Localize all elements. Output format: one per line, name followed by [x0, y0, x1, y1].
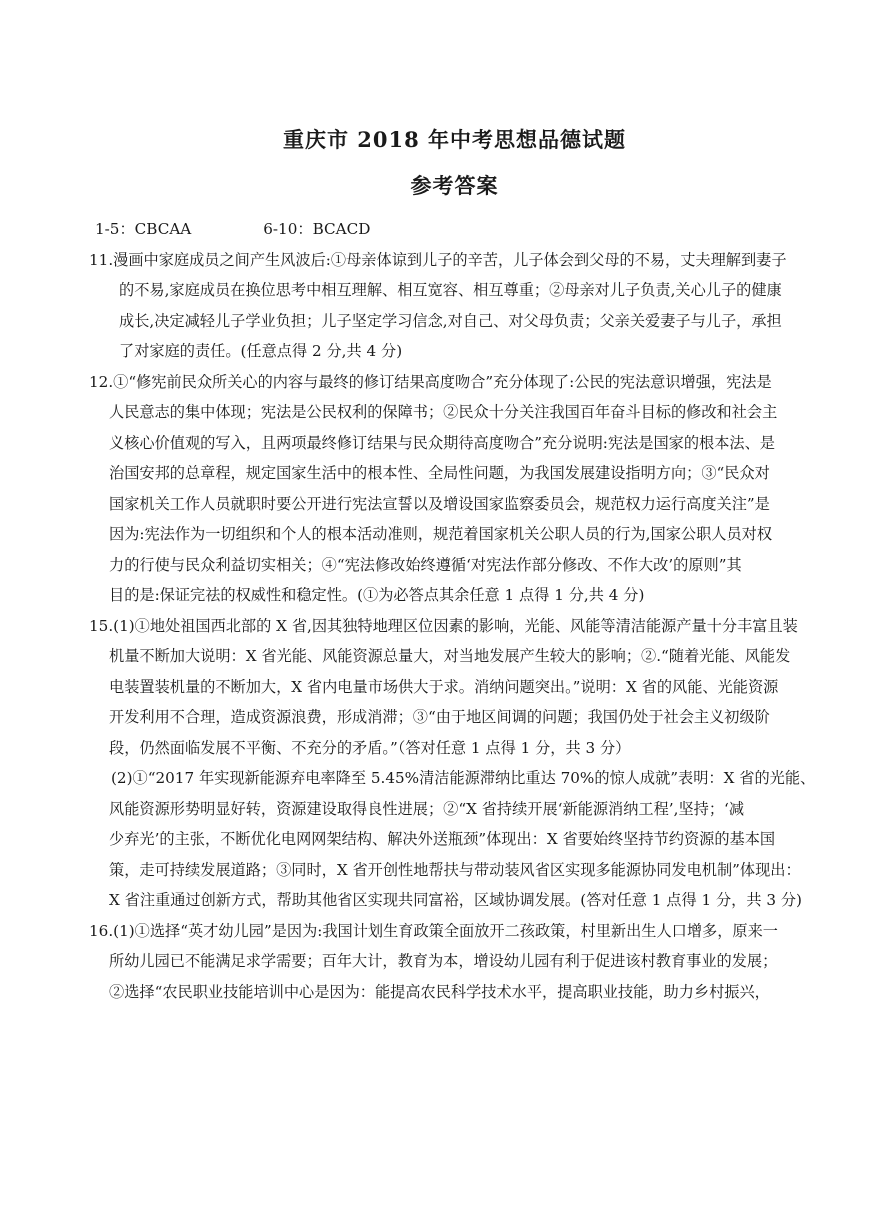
q16-line: 所幼儿园已不能满足求学需要；百年大计，教育为本，增设幼儿园有利于促进该村教育事业的发展； — [109, 952, 778, 970]
q15-line: X 省注重通过创新方式，帮助其他省区实现共同富裕，区域协调发展。(答对任意 1 点得 1 分，共 3 分) — [109, 891, 802, 909]
question-12-answer — [89, 367, 795, 611]
q15-line: 15.(1)①地处祖国西北部的 X 省,因其独特地理区位因素的影响，光能、风能等清洁能源产量十分丰富且装 — [89, 616, 798, 635]
q15-line: 电装置装机量的不断加大，X 省内电量市场供大于求。消纳问题突出。”说明：X 省的风能、光能资源 — [109, 677, 779, 696]
q16-line: 16.(1)①选择“英才幼儿园”是因为:我国计划生育政策全面放开二孩政策，村里新出生人口增多，原来一 — [89, 921, 778, 940]
q12-line: 目的是:保证完祛的权威性和稳定性。(①为必答点其余任意 1 点得 1 分,共 4 分) — [109, 586, 645, 604]
q12-line: 因为:宪法作为一切组织和个人的根本活动准则，规范着国家机关公职人员的行为,国家公职人员对权 — [109, 525, 773, 543]
q15-line: 开发利用不合理，造成资源浪费，形成消滞；③“由于地区间调的问题；我国仍处于社会主义初级阶 — [109, 708, 770, 726]
q15-line: 风能资源形势明显好转，资源建设取得良性进展；②“X 省持续开展‘新能源消纳工程’,坚持；‘减 — [109, 799, 745, 818]
question-16-answer — [89, 916, 795, 1008]
q15-line: 少弃光’的主张，不断优化电网网架结构、解决外送瓶颈”体现出：X 省要始终坚持节约资源的基本国 — [109, 830, 776, 848]
q12-line: 12.①“修宪前民众所关心的内容与最终的修订结果高度吻合”充分体现了:公民的宪法意识增强，宪法是 — [89, 372, 772, 391]
q12-line: 义核心价值观的写入，且两项最终修订结果与民众期待高度吻合”充分说明:宪法是国家的根本法、是 — [109, 433, 775, 452]
q15-line: 机量不断加大说明：X 省光能、风能资源总量大，对当地发展产生较大的影响；②.“随着光能、风能发 — [109, 647, 791, 665]
q15-line: 策，走可持续发展道路；③同时，X 省开创性地帮扶与带动装风省区实现多能源协同发电机制”体现出： — [109, 860, 801, 879]
question-15-answer — [89, 611, 816, 916]
document-title: 重庆市 2018 年中考思想品德试题 — [282, 127, 627, 152]
multiple-choice-answers — [95, 214, 795, 245]
q12-line: 国家机关工作人员就职时要公开进行宪法宣誓以及增设国家监察委员会，规范权力运行高度关注”是 — [109, 494, 770, 513]
q11-line: 11.漫画中家庭成员之间产生风波后:①母亲体谅到儿子的辛苦，儿子体会到父母的不易，丈夫理解到妻子 — [89, 250, 787, 269]
q12-line: 治国安邦的总章程，规定国家生活中的根本性、全局性问题，为我国发展建设指明方向；③“民众对 — [109, 464, 770, 482]
mc-answers-6-10: 6-10：BCACD — [263, 220, 371, 238]
q12-line: 人民意志的集中体现；宪法是公民权利的保障书；②民众十分关注我国百年奋斗目标的修改和社会主 — [109, 403, 778, 421]
q15-line: (2)①“2017 年实现新能源弃电率降至 5.45%清洁能源滞纳比重达 70%的惊人成就”表明：X 省的光能、 — [111, 769, 816, 787]
q11-line: 了对家庭的责任。(任意点得 2 分,共 4 分) — [119, 342, 403, 360]
q15-line: 段，仍然面临发展不平衡、不充分的矛盾。”（答对任意 1 点得 1 分，共 3 分） — [109, 738, 631, 757]
question-11-answer — [89, 245, 795, 367]
mc-answers-1-5: 1-5：CBCAA — [95, 220, 192, 238]
answer-content — [89, 214, 816, 1007]
q11-line: 的不易,家庭成员在换位思考中相互理解、相互宽容、相互尊重；②母亲对儿子负责,关心儿子的健康 — [119, 281, 782, 299]
q11-line: 成长,决定减轻儿子学业负担；儿子坚定学习信念,对自己、对父母负责；父亲关爱妻子与儿子，承担 — [119, 311, 782, 330]
document-subtitle: 参考答案 — [410, 173, 499, 198]
q12-line: 力的行使与民众利益切实相关；④“宪法修改始终遵循‘对宪法作部分修改、不作大改’的原则”其 — [109, 555, 742, 574]
q16-line: ②选择“农民职业技能培训中心是因为：能提高农民科学技术水平，提高职业技能，助力乡村振兴， — [109, 982, 770, 1001]
